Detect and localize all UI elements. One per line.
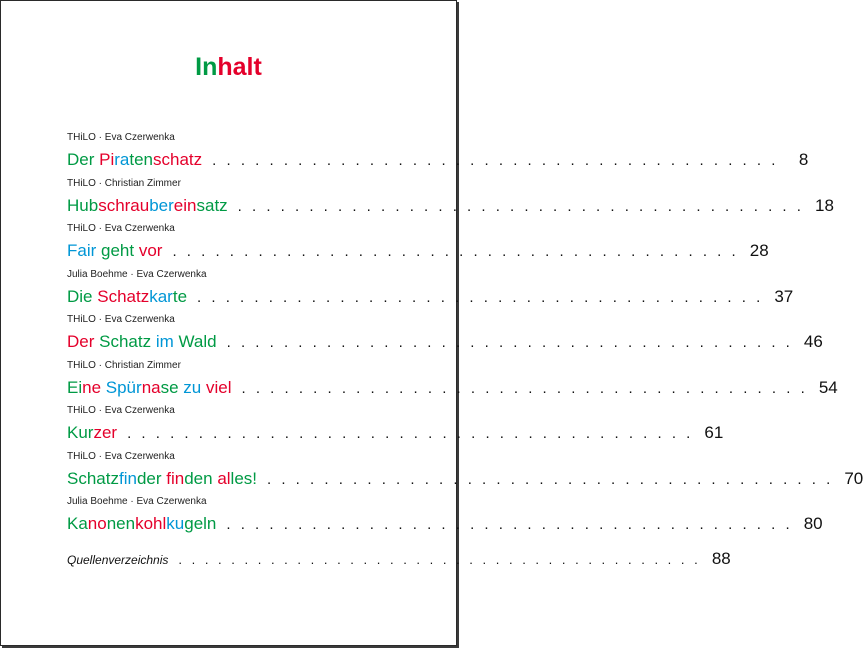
entry-authors: Julia Boehme · Eva Czerwenka <box>67 268 207 280</box>
title-syllable: ra <box>114 150 130 169</box>
title-syllable: Der <box>67 150 100 169</box>
dot-leader: . . . . . . . . . . . . . . . . . . . . . . . . . . . . . . . . . . . . . . . . <box>226 516 793 533</box>
title-syllable: ein <box>173 195 197 215</box>
page-number: 61 <box>704 423 724 442</box>
entry-authors: THiLO · Eva Czerwenka <box>67 132 175 143</box>
page-number: 28 <box>749 241 769 260</box>
toc-entry[interactable] <box>67 222 769 263</box>
title-segment: halt <box>217 53 262 81</box>
title-segment: In <box>195 53 218 81</box>
title-syllable: ku <box>166 514 185 533</box>
title-syllable: vor <box>138 241 163 260</box>
title-syllable: satz <box>196 195 228 215</box>
toc-entry[interactable] <box>67 359 838 400</box>
title-syllable: ne <box>82 377 106 397</box>
title-syllable: im <box>155 332 179 351</box>
title-syllable: Der <box>67 332 100 351</box>
toc-entry[interactable] <box>67 177 834 218</box>
entry-authors: THiLO · Christian Zimmer <box>67 359 181 371</box>
page-number: 46 <box>803 332 823 351</box>
dot-leader: . . . . . . . . . . . . . . . . . . . . . . . . . . . . . . . . . . . . . . . . <box>127 425 694 442</box>
title-syllable: kohl <box>135 514 167 533</box>
page-number: 37 <box>774 286 794 306</box>
title-syllable: se <box>160 377 184 397</box>
title-syllable: fin <box>166 468 185 488</box>
title-syllable: Schatz <box>99 332 156 351</box>
title-syllable: Pi <box>99 150 115 169</box>
toc-entry-sources[interactable] <box>67 544 731 571</box>
title-syllable: Fair <box>67 241 101 260</box>
title-syllable: geln <box>184 514 217 533</box>
title-syllable: Ei <box>67 377 83 397</box>
dot-leader: . . . . . . . . . . . . . . . . . . . . . . . . . . . . . . . . . . . . . . . . <box>237 197 804 215</box>
page-number: 88 <box>711 549 731 568</box>
title-syllable: kar <box>149 286 173 306</box>
title-syllable: viel <box>205 377 232 397</box>
entry-title <box>67 194 228 218</box>
entry-title <box>67 285 187 309</box>
page-number: 8 <box>798 150 809 169</box>
entry-authors: THiLO · Eva Czerwenka <box>67 314 175 325</box>
entry-authors: THiLO · Eva Czerwenka <box>67 405 175 416</box>
page-number: 70 <box>844 468 863 488</box>
entry-authors: THiLO · Eva Czerwenka <box>67 223 175 234</box>
entry-title <box>67 467 257 491</box>
entry-title <box>67 330 217 354</box>
title-syllable: Schatz <box>67 468 119 488</box>
toc-entry[interactable] <box>67 313 823 354</box>
title-syllable: Die <box>67 286 98 306</box>
title-syllable: Ka <box>67 514 88 533</box>
entry-title <box>67 239 162 263</box>
entry-title <box>67 421 117 445</box>
title-syllable: fin <box>118 468 137 488</box>
dot-leader: . . . . . . . . . . . . . . . . . . . . . . . . . . . . . . . . . . . . . . . . <box>197 288 764 306</box>
dot-leader: . . . . . . . . . . . . . . . . . . . . . . . . . . . . . . . . . . . . . . . . <box>178 552 701 567</box>
title-syllable: zu <box>183 377 206 397</box>
entry-title <box>67 512 216 536</box>
page-number: 54 <box>818 377 838 397</box>
title-syllable: no <box>87 514 107 533</box>
dot-leader: . . . . . . . . . . . . . . . . . . . . . . . . . . . . . . . . . . . . . . . . <box>212 152 779 169</box>
toc-entry[interactable] <box>67 450 863 491</box>
title-syllable: Spür <box>105 377 142 397</box>
title-syllable: Wald <box>178 332 217 351</box>
title-syllable: Kur <box>67 423 94 442</box>
entry-authors: Julia Boehme · Eva Czerwenka <box>67 496 207 507</box>
sources-title: Quellenverzeichnis <box>67 553 169 567</box>
title-syllable: den <box>184 468 218 488</box>
entry-authors: THiLO · Christian Zimmer <box>67 177 181 189</box>
page-number: 18 <box>814 195 834 215</box>
title-syllable: te <box>172 286 188 306</box>
toc-entry[interactable] <box>67 495 823 536</box>
title-syllable: nen <box>106 514 136 533</box>
title-syllable: der <box>136 468 167 488</box>
title-syllable: zer <box>93 423 118 442</box>
page-number: 80 <box>803 514 823 533</box>
entry-title <box>67 376 232 400</box>
title-syllable: ten <box>129 150 154 169</box>
entry-title <box>67 148 202 172</box>
title-syllable: schrau <box>98 195 150 215</box>
title-syllable: na <box>141 377 161 397</box>
toc-entry[interactable] <box>67 131 809 172</box>
dot-leader: . . . . . . . . . . . . . . . . . . . . . . . . . . . . . . . . . . . . . . . . <box>172 243 739 260</box>
dot-leader: . . . . . . . . . . . . . . . . . . . . . . . . . . . . . . . . . . . . . . . . <box>267 470 834 488</box>
title-syllable: Hub <box>67 195 99 215</box>
title-syllable: geht <box>101 241 139 260</box>
title-syllable: ber <box>149 195 174 215</box>
toc-entry[interactable] <box>67 268 794 309</box>
title-syllable: al <box>217 468 231 488</box>
title-syllable: les! <box>230 468 258 488</box>
toc-entry[interactable] <box>67 404 724 445</box>
page-title <box>1 53 456 82</box>
title-syllable: schatz <box>153 150 203 169</box>
entry-authors: THiLO · Eva Czerwenka <box>67 450 175 462</box>
dot-leader: . . . . . . . . . . . . . . . . . . . . . . . . . . . . . . . . . . . . . . . . <box>241 379 808 397</box>
title-syllable: Schatz <box>97 286 150 306</box>
dot-leader: . . . . . . . . . . . . . . . . . . . . . . . . . . . . . . . . . . . . . . . . <box>226 334 793 351</box>
